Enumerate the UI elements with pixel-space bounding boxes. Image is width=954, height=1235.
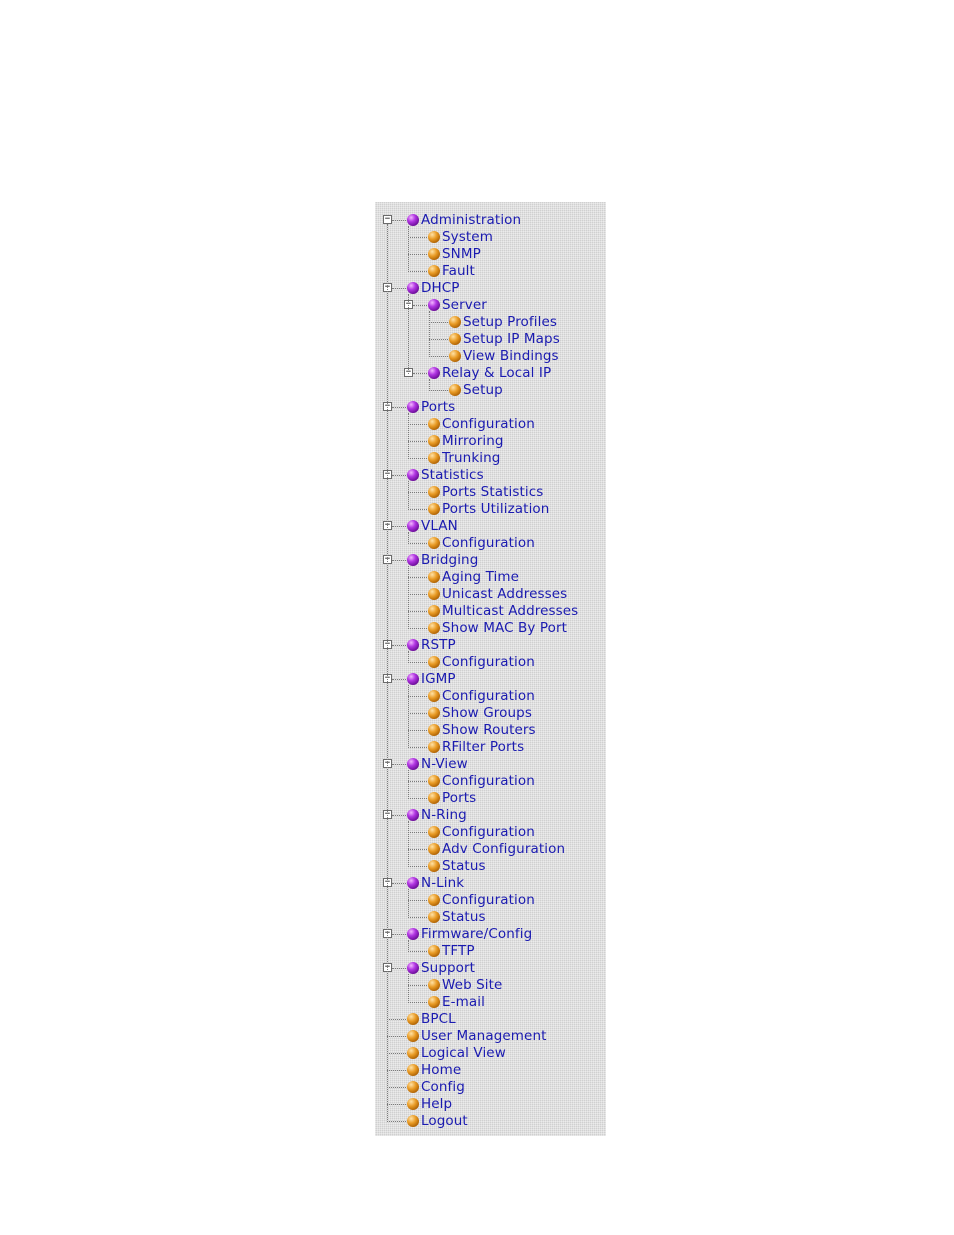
tree-item-label[interactable]: SNMP xyxy=(442,246,481,262)
folder-icon xyxy=(407,214,419,226)
tree-folder-igmp[interactable] xyxy=(375,671,606,688)
tree-connector xyxy=(392,220,406,221)
tree-item-label[interactable]: Support xyxy=(421,960,476,976)
tree-connector xyxy=(387,1121,406,1122)
page-icon xyxy=(428,707,440,719)
page-icon xyxy=(428,503,440,515)
tree-item-label[interactable]: Status xyxy=(442,909,486,925)
collapse-icon[interactable]: − xyxy=(384,758,391,768)
page-icon xyxy=(449,316,461,328)
tree-item-system[interactable] xyxy=(375,229,606,246)
tree-connector xyxy=(387,1087,406,1088)
tree-item-label[interactable]: Configuration xyxy=(442,688,535,704)
tree-item-label[interactable]: Help xyxy=(421,1096,453,1112)
page-icon xyxy=(428,571,440,583)
tree-connector xyxy=(408,747,427,748)
tree-item-label[interactable]: Config xyxy=(421,1079,465,1095)
tree-folder-server[interactable] xyxy=(375,297,606,314)
tree-item-label[interactable]: E-mail xyxy=(442,994,485,1010)
page-icon xyxy=(428,996,440,1008)
tree-item-status[interactable] xyxy=(375,909,606,926)
page-icon xyxy=(428,945,440,957)
tree-item-label[interactable]: Server xyxy=(442,297,487,313)
tree-connector xyxy=(429,356,448,357)
tree-guide-line xyxy=(429,311,430,357)
collapse-icon[interactable]: − xyxy=(384,877,391,887)
page-icon xyxy=(428,452,440,464)
tree-item-label[interactable]: Configuration xyxy=(442,892,535,908)
tree-connector xyxy=(408,594,427,595)
tree-item-label[interactable]: Administration xyxy=(421,212,522,228)
tree-connector xyxy=(392,560,406,561)
folder-icon xyxy=(407,877,419,889)
tree-item-e-mail[interactable] xyxy=(375,994,606,1011)
tree-item-setup-ip-maps[interactable] xyxy=(375,331,606,348)
tree-item-label[interactable]: User Management xyxy=(421,1028,547,1044)
collapse-icon[interactable]: − xyxy=(384,469,391,479)
tree-connector xyxy=(408,900,427,901)
tree-connector xyxy=(408,832,427,833)
tree-item-label[interactable]: Firmware/Config xyxy=(421,926,533,942)
tree-item-label[interactable]: Logout xyxy=(421,1113,468,1129)
tree-folder-n-view[interactable] xyxy=(375,756,606,773)
folder-icon xyxy=(428,299,440,311)
folder-icon xyxy=(407,962,419,974)
tree-connector xyxy=(392,645,406,646)
tree-connector xyxy=(413,373,427,374)
tree-connector xyxy=(408,951,427,952)
tree-connector xyxy=(408,866,427,867)
page-icon xyxy=(428,248,440,260)
tree-item-ports-utilization[interactable] xyxy=(375,501,606,518)
tree-connector xyxy=(387,1019,406,1020)
page-icon xyxy=(449,333,461,345)
tree-item-label[interactable]: Bridging xyxy=(421,552,479,568)
collapse-icon[interactable]: − xyxy=(384,962,391,972)
folder-icon xyxy=(407,639,419,651)
tree-guide-line xyxy=(387,224,388,1122)
folder-icon xyxy=(407,401,419,413)
tree-connector xyxy=(408,543,427,544)
tree-item-label[interactable]: Ports xyxy=(421,399,456,415)
tree-item-view-bindings[interactable] xyxy=(375,348,606,365)
tree-item-label[interactable]: Show MAC By Port xyxy=(442,620,567,636)
folder-icon xyxy=(407,554,419,566)
tree-item-label[interactable]: Setup Profiles xyxy=(463,314,557,330)
folder-icon xyxy=(407,469,419,481)
tree-item-configuration[interactable] xyxy=(375,892,606,909)
collapse-icon[interactable]: − xyxy=(384,639,391,649)
tree-guide-line xyxy=(408,226,409,272)
tree-guide-line xyxy=(408,685,409,748)
page-icon xyxy=(428,741,440,753)
tree-item-label[interactable]: Home xyxy=(421,1062,462,1078)
tree-item-label[interactable]: Configuration xyxy=(442,654,535,670)
tree-item-label[interactable]: Adv Configuration xyxy=(442,841,566,857)
tree-connector xyxy=(392,679,406,680)
page-icon xyxy=(428,979,440,991)
tree-item-label[interactable]: VLAN xyxy=(421,518,458,534)
tree-item-ports-statistics[interactable] xyxy=(375,484,606,501)
page-icon xyxy=(428,792,440,804)
tree-item-label[interactable]: Configuration xyxy=(442,535,535,551)
collapse-icon[interactable]: − xyxy=(384,928,391,938)
tree-connector xyxy=(408,492,427,493)
page-icon xyxy=(407,1013,419,1025)
page-icon xyxy=(428,775,440,787)
tree-item-label[interactable]: Trunking xyxy=(442,450,501,466)
tree-connector xyxy=(408,237,427,238)
tree-item-label[interactable]: Mirroring xyxy=(442,433,504,449)
tree-connector xyxy=(392,764,406,765)
tree-item-help[interactable] xyxy=(375,1096,606,1113)
tree-item-configuration[interactable] xyxy=(375,654,606,671)
page-icon xyxy=(407,1030,419,1042)
tree-item-mirroring[interactable] xyxy=(375,433,606,450)
tree-connector xyxy=(408,441,427,442)
tree-item-label[interactable]: Configuration xyxy=(442,416,535,432)
tree-connector xyxy=(429,390,448,391)
page-icon xyxy=(428,435,440,447)
tree-item-label[interactable]: IGMP xyxy=(421,671,456,687)
tree-guide-line xyxy=(408,821,409,867)
tree-item-status[interactable] xyxy=(375,858,606,875)
page-icon xyxy=(428,265,440,277)
folder-icon xyxy=(407,673,419,685)
tree-item-label[interactable]: Configuration xyxy=(442,824,535,840)
tree-connector xyxy=(408,713,427,714)
collapse-icon[interactable]: − xyxy=(384,214,391,224)
tree-item-fault[interactable] xyxy=(375,263,606,280)
tree-guide-line xyxy=(408,770,409,799)
page-icon xyxy=(428,656,440,668)
tree-folder-vlan[interactable] xyxy=(375,518,606,535)
tree-item-configuration[interactable] xyxy=(375,688,606,705)
tree-item-label[interactable]: BPCL xyxy=(421,1011,456,1027)
tree-connector xyxy=(408,798,427,799)
tree-item-configuration[interactable] xyxy=(375,773,606,790)
page-icon xyxy=(428,826,440,838)
collapse-icon[interactable]: − xyxy=(384,554,391,564)
tree-connector xyxy=(392,968,406,969)
page-icon xyxy=(407,1064,419,1076)
tree-connector xyxy=(408,985,427,986)
tree-item-setup[interactable] xyxy=(375,382,606,399)
tree-connector xyxy=(392,288,406,289)
tree-connector xyxy=(408,424,427,425)
tree-connector xyxy=(408,509,427,510)
page-icon xyxy=(428,843,440,855)
tree-connector xyxy=(387,1070,406,1071)
tree-connector xyxy=(408,458,427,459)
tree-item-web-site[interactable] xyxy=(375,977,606,994)
tree-item-show-groups[interactable] xyxy=(375,705,606,722)
tree-item-label[interactable]: Relay & Local IP xyxy=(442,365,552,381)
tree-connector xyxy=(429,339,448,340)
tree-item-show-routers[interactable] xyxy=(375,722,606,739)
tree-item-rfilter-ports[interactable] xyxy=(375,739,606,756)
tree-item-label[interactable]: Fault xyxy=(442,263,475,279)
tree-item-config[interactable] xyxy=(375,1079,606,1096)
tree-item-label[interactable]: Setup xyxy=(463,382,503,398)
tree-item-show-mac-by-port[interactable] xyxy=(375,620,606,637)
tree-item-bpcl[interactable] xyxy=(375,1011,606,1028)
page-icon xyxy=(428,588,440,600)
tree-item-configuration[interactable] xyxy=(375,535,606,552)
tree-item-user-management[interactable] xyxy=(375,1028,606,1045)
page-icon xyxy=(428,605,440,617)
tree-item-label[interactable]: Multicast Addresses xyxy=(442,603,579,619)
tree-guide-line xyxy=(408,294,409,374)
tree-connector xyxy=(408,662,427,663)
tree-folder-rstp[interactable] xyxy=(375,637,606,654)
collapse-icon[interactable]: − xyxy=(384,401,391,411)
tree-item-ports[interactable] xyxy=(375,790,606,807)
tree-item-label[interactable]: DHCP xyxy=(421,280,460,296)
folder-icon xyxy=(407,520,419,532)
tree-item-multicast-addresses[interactable] xyxy=(375,603,606,620)
tree-item-label[interactable]: N-View xyxy=(421,756,468,772)
tree-item-logical-view[interactable] xyxy=(375,1045,606,1062)
tree-item-label[interactable]: Show Groups xyxy=(442,705,532,721)
tree-folder-n-link[interactable] xyxy=(375,875,606,892)
tree-connector xyxy=(392,526,406,527)
tree-guide-line xyxy=(408,566,409,629)
tree-connector xyxy=(392,407,406,408)
page-icon xyxy=(428,486,440,498)
tree-guide-line xyxy=(408,940,409,952)
tree-connector xyxy=(408,696,427,697)
tree-connector xyxy=(408,628,427,629)
tree-connector xyxy=(408,577,427,578)
tree-item-aging-time[interactable] xyxy=(375,569,606,586)
folder-icon xyxy=(407,282,419,294)
page-icon xyxy=(407,1081,419,1093)
tree-item-unicast-addresses[interactable] xyxy=(375,586,606,603)
tree-guide-line xyxy=(408,889,409,918)
page-icon xyxy=(428,418,440,430)
tree-item-label[interactable]: Ports Statistics xyxy=(442,484,544,500)
tree-connector xyxy=(392,934,406,935)
tree-folder-dhcp[interactable] xyxy=(375,280,606,297)
tree-item-label[interactable]: Show Routers xyxy=(442,722,536,738)
tree-connector xyxy=(392,475,406,476)
tree-connector xyxy=(392,815,406,816)
tree-connector xyxy=(408,271,427,272)
tree-item-label[interactable]: Setup IP Maps xyxy=(463,331,560,347)
folder-icon xyxy=(407,809,419,821)
page-icon xyxy=(428,231,440,243)
tree-connector xyxy=(408,781,427,782)
tree-item-label[interactable]: Configuration xyxy=(442,773,535,789)
tree-connector xyxy=(408,730,427,731)
tree-item-snmp[interactable] xyxy=(375,246,606,263)
tree-item-label[interactable]: View Bindings xyxy=(463,348,559,364)
collapse-icon[interactable]: − xyxy=(384,673,391,683)
tree-item-adv-configuration[interactable] xyxy=(375,841,606,858)
page-icon xyxy=(407,1047,419,1059)
tree-guide-line xyxy=(408,413,409,459)
tree-guide-line xyxy=(429,379,430,391)
collapse-icon[interactable]: − xyxy=(405,299,412,309)
page-icon xyxy=(449,350,461,362)
tree-folder-support[interactable] xyxy=(375,960,606,977)
page-icon xyxy=(428,690,440,702)
tree-item-label[interactable]: TFTP xyxy=(442,943,475,959)
tree-folder-ports[interactable] xyxy=(375,399,606,416)
page-icon xyxy=(428,911,440,923)
page-icon xyxy=(407,1098,419,1110)
tree-item-configuration[interactable] xyxy=(375,824,606,841)
collapse-icon[interactable]: − xyxy=(384,282,391,292)
collapse-icon[interactable]: − xyxy=(405,367,412,377)
tree-item-trunking[interactable] xyxy=(375,450,606,467)
navigation-tree-panel xyxy=(375,202,606,1136)
folder-icon xyxy=(407,758,419,770)
tree-guide-line xyxy=(408,651,409,663)
tree-connector xyxy=(387,1036,406,1037)
page-icon xyxy=(407,1115,419,1127)
tree-folder-bridging[interactable] xyxy=(375,552,606,569)
tree-item-label[interactable]: Aging Time xyxy=(442,569,520,585)
tree-connector xyxy=(392,883,406,884)
tree-item-home[interactable] xyxy=(375,1062,606,1079)
folder-icon xyxy=(428,367,440,379)
tree-folder-firmware-config[interactable] xyxy=(375,926,606,943)
tree-guide-line xyxy=(408,481,409,510)
collapse-icon[interactable]: − xyxy=(384,520,391,530)
tree-item-configuration[interactable] xyxy=(375,416,606,433)
tree-item-label[interactable]: Web Site xyxy=(442,977,503,993)
collapse-icon[interactable]: − xyxy=(384,809,391,819)
tree-connector xyxy=(387,1053,406,1054)
tree-item-label[interactable]: Status xyxy=(442,858,486,874)
tree-guide-line xyxy=(408,532,409,544)
tree-item-label[interactable]: N-Ring xyxy=(421,807,467,823)
folder-icon xyxy=(407,928,419,940)
tree-item-label[interactable]: Logical View xyxy=(421,1045,506,1061)
tree-item-setup-profiles[interactable] xyxy=(375,314,606,331)
tree-connector xyxy=(408,254,427,255)
tree-item-logout[interactable] xyxy=(375,1113,606,1130)
tree-folder-statistics[interactable] xyxy=(375,467,606,484)
tree-item-label[interactable]: N-Link xyxy=(421,875,465,891)
tree-connector xyxy=(408,917,427,918)
tree-item-label[interactable]: RFilter Ports xyxy=(442,739,525,755)
page-icon xyxy=(428,724,440,736)
tree-item-label[interactable]: Ports Utilization xyxy=(442,501,550,517)
tree-item-label[interactable]: Ports xyxy=(442,790,477,806)
page-icon xyxy=(428,537,440,549)
page-icon xyxy=(449,384,461,396)
tree-connector xyxy=(413,305,427,306)
tree-connector xyxy=(387,1104,406,1105)
tree-folder-administration[interactable] xyxy=(375,212,606,229)
page-icon xyxy=(428,860,440,872)
tree-connector xyxy=(408,1002,427,1003)
tree-item-label[interactable]: Unicast Addresses xyxy=(442,586,568,602)
tree-item-tftp[interactable] xyxy=(375,943,606,960)
page-icon xyxy=(428,622,440,634)
tree-item-label[interactable]: System xyxy=(442,229,493,245)
tree-item-label[interactable]: Statistics xyxy=(421,467,484,483)
page-icon xyxy=(428,894,440,906)
tree-item-label[interactable]: RSTP xyxy=(421,637,456,653)
tree-guide-line xyxy=(408,974,409,1003)
tree-folder-relay-and-local-ip[interactable] xyxy=(375,365,606,382)
tree-connector xyxy=(408,611,427,612)
tree-folder-n-ring[interactable] xyxy=(375,807,606,824)
tree-connector xyxy=(408,849,427,850)
tree-connector xyxy=(429,322,448,323)
